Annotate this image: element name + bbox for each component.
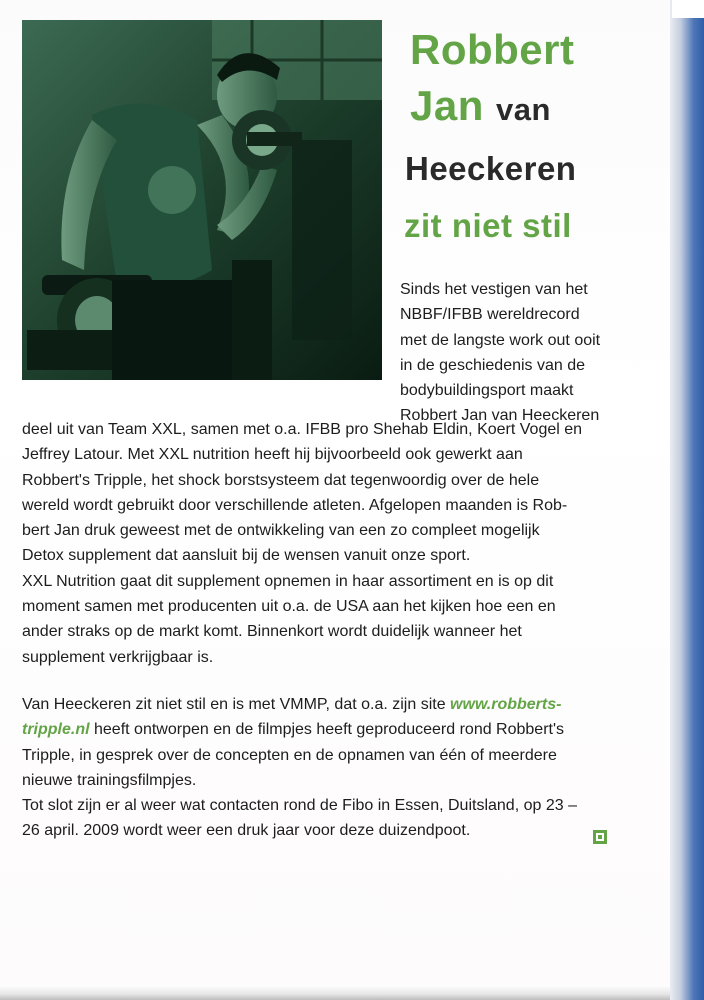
body-line: XXL Nutrition gaat dit supplement opnemen in haar assortiment en is op dit xyxy=(22,572,554,590)
bodybuilder-photo xyxy=(22,20,382,380)
website-link-continued[interactable]: tripple.nl xyxy=(22,721,90,739)
title-line-4: zit niet stil xyxy=(404,207,572,244)
body-line: Detox supplement dat aansluit bij de wensen vanuit onze sport. xyxy=(22,547,471,565)
intro-paragraph xyxy=(400,277,640,429)
title-line-2 xyxy=(410,82,551,130)
intro-line: in de geschiedenis van de xyxy=(400,356,586,374)
body-line: moment samen met producenten uit o.a. de USA aan het kijken hoe een en xyxy=(22,598,556,616)
para2-line-3: Tripple, in gesprek over de concepten en de opnamen van één of meerdere xyxy=(22,746,557,764)
intro-line: bodybuildingsport maakt xyxy=(400,382,574,400)
adjacent-page-edge xyxy=(670,0,704,1000)
para2-line-2 xyxy=(22,717,642,742)
para2-line-1 xyxy=(22,692,642,717)
intro-line: NBBF/IFBB wereldrecord xyxy=(400,306,580,324)
page-corner xyxy=(672,0,704,18)
body-line: supplement verkrijgbaar is. xyxy=(22,648,214,666)
intro-line: Robbert Jan van Heeckeren xyxy=(400,407,600,425)
body-article xyxy=(22,417,642,844)
bodybuilder-illustration xyxy=(22,20,382,380)
body-line: deel uit van Team XXL, samen met o.a. IFBB pro Shehab Eldin, Koert Vogel en xyxy=(22,421,583,438)
para2-line-4: nieuwe trainingsfilmpjes. xyxy=(22,771,197,789)
intro-line: met de langste work out ooit xyxy=(400,331,601,349)
page-bottom-edge xyxy=(0,985,680,1000)
end-of-article-icon xyxy=(593,830,607,844)
title-van: van xyxy=(496,92,551,127)
para2-line-5: Tot slot zijn er al weer wat contacten rond de Fibo in Essen, Duitsland, op 23 – xyxy=(22,797,577,815)
para2-line-6: 26 april. 2009 wordt weer een druk jaar voor deze duizendpoot. xyxy=(22,822,471,840)
body-line: ander straks op de markt komt. Binnenkort wordt duidelijk wanneer het xyxy=(22,623,522,641)
para2-text: Van Heeckeren zit niet stil en is met VMMP, dat o.a. zijn site xyxy=(22,695,451,713)
para2-text: heeft ontworpen en de filmpjes heeft geproduceerd rond Robbert's xyxy=(89,721,565,739)
title-line-3: Heeckeren xyxy=(405,150,577,187)
title-line-1: Robbert xyxy=(410,26,575,73)
body-line: wereld wordt gebruikt door verschillende atleten. Afgelopen maanden is Rob- xyxy=(22,496,568,514)
body-line: bert Jan druk geweest met de ontwikkeling van een zo compleet mogelijk xyxy=(22,522,540,540)
intro-line: Sinds het vestigen van het xyxy=(400,281,588,298)
paragraph-spacer xyxy=(22,670,642,692)
body-line: Jeffrey Latour. Met XXL nutrition heeft hij bijvoorbeeld ook gewerkt aan xyxy=(22,446,523,464)
website-link[interactable]: www.robberts- xyxy=(450,695,562,713)
body-line: Robbert's Tripple, het shock borstsysteem dat tegenwoordig over de hele xyxy=(22,471,540,489)
title-jan: Jan xyxy=(410,82,484,129)
